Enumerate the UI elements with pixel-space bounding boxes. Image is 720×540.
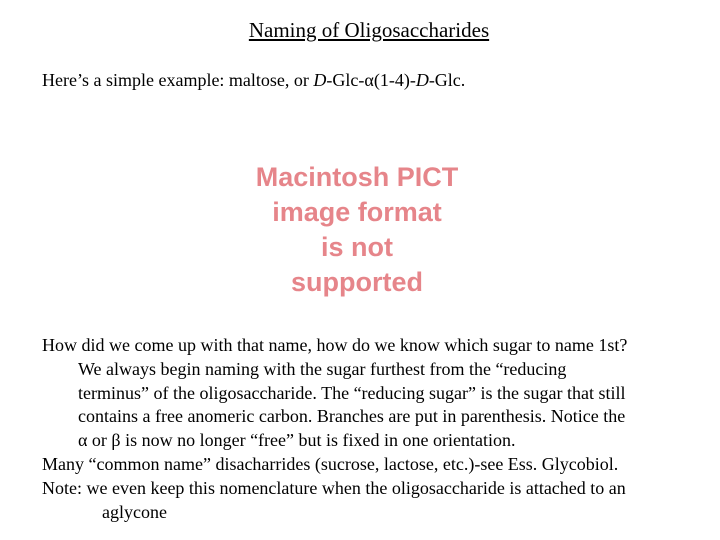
paragraph-line: We always begin naming with the sugar furthest from the “reducing: [78, 358, 567, 379]
body-text: [42, 334, 707, 524]
intro-suffix: -Glc.: [428, 70, 466, 90]
intro-glc-alpha: -Glc-α(1-4)-: [326, 70, 416, 90]
placeholder-line-3: is not supported: [291, 232, 423, 297]
paragraph-common-names: [42, 453, 707, 477]
placeholder-line-1: Macintosh PICT: [255, 162, 459, 192]
paragraph-note: [42, 477, 707, 525]
intro-d2: D: [415, 70, 429, 90]
placeholder-line-2: image format: [272, 197, 442, 227]
paragraph-naming: [42, 334, 707, 453]
paragraph-line: How did we come up with that name, how do we know which sugar to name 1st?: [42, 335, 628, 355]
slide-title: Naming of Oligosaccharides: [248, 18, 490, 42]
paragraph-line: aglycone: [102, 501, 167, 522]
paragraph-line: Note: we even keep this nomenclature when the oligosaccharide is attached to an: [42, 477, 626, 498]
intro-prefix: Here’s a simple example: maltose, or: [42, 70, 314, 90]
paragraph-line: Many “common name” disacharrides (sucrose, lactose, etc.)-see Ess. Glycobiol.: [42, 453, 619, 474]
unsupported-image-placeholder: [252, 160, 462, 300]
intro-d1: D: [313, 70, 327, 90]
paragraph-line: terminus” of the oligosaccharide. The “reducing sugar” is the sugar that still: [78, 382, 626, 403]
paragraph-line: contains a free anomeric carbon. Branches are put in parenthesis. Notice the: [78, 406, 626, 427]
intro-text: [42, 70, 465, 91]
paragraph-line: α or β is now no longer “free” but is fixed in one orientation.: [78, 430, 516, 451]
